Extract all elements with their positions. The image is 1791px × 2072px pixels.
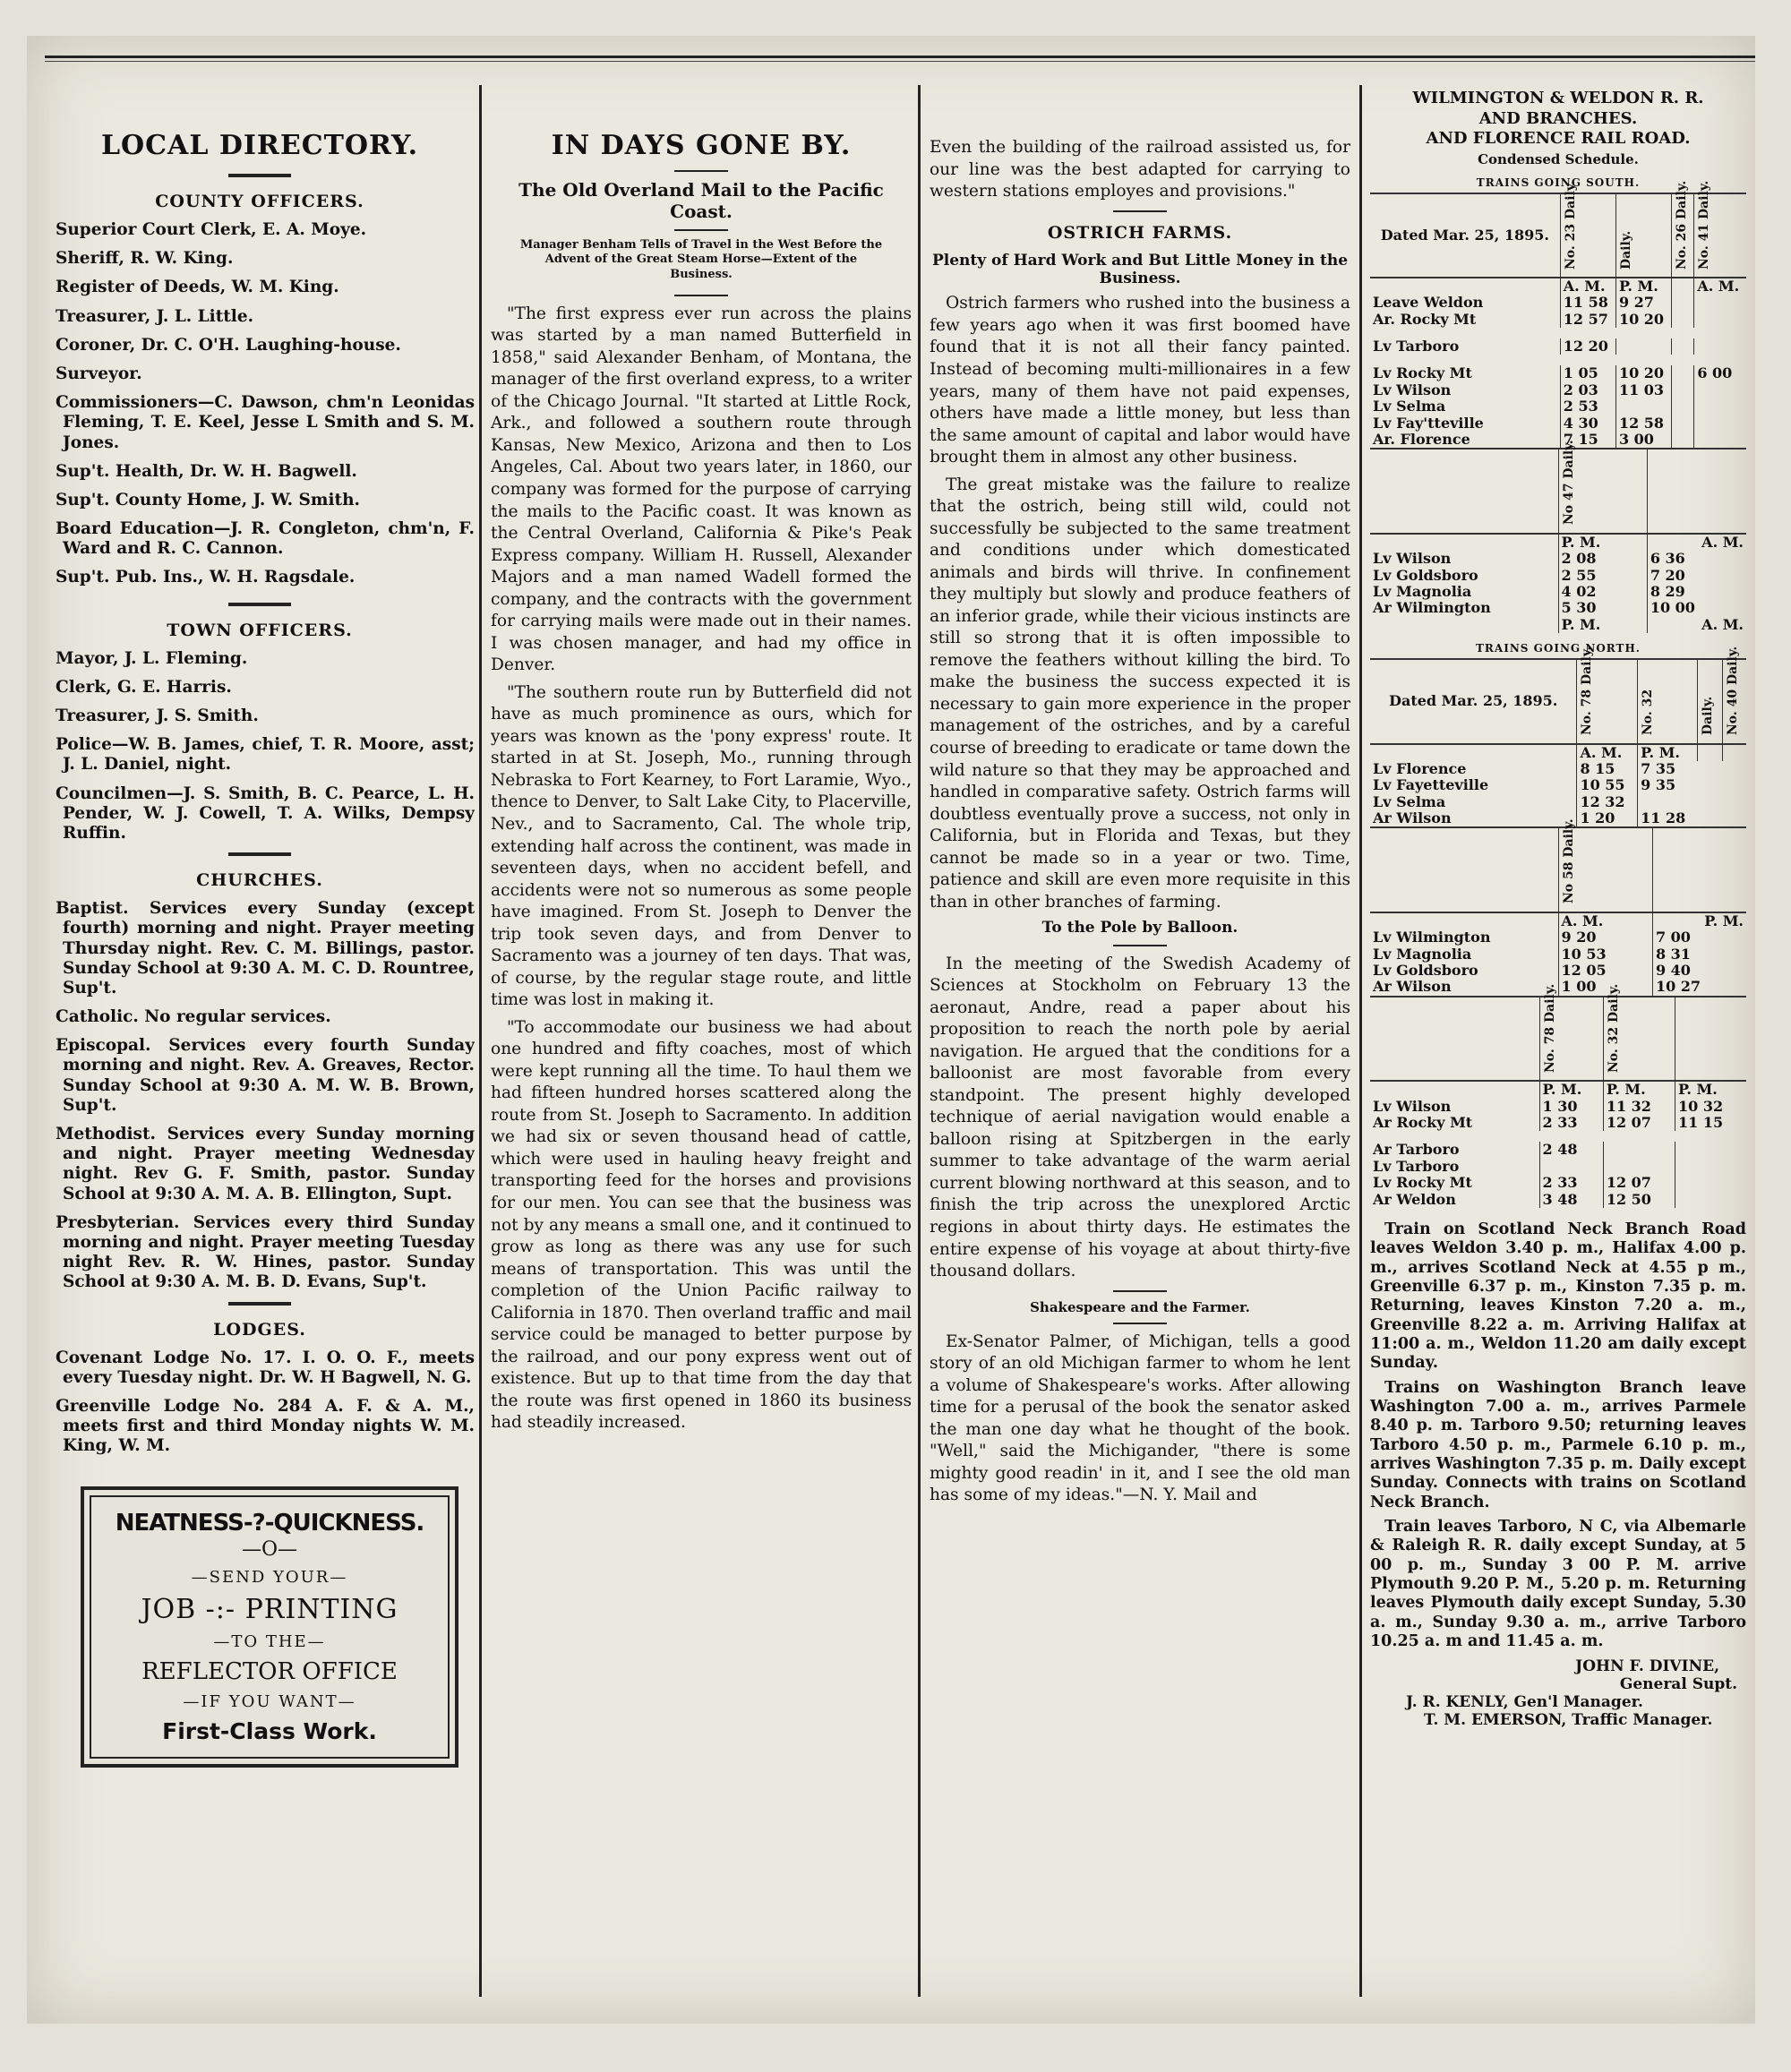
timetable-row (1370, 1099, 1746, 1115)
departure-time: 9 40 (1652, 963, 1746, 979)
timetable-row (1370, 600, 1746, 616)
departure-time: 12 32 (1577, 794, 1638, 810)
train-number: No. 78 Daily. (1542, 983, 1557, 1073)
signature: JOHN F. DIVINE, (1575, 1657, 1719, 1675)
departure-time: 7 35 (1638, 761, 1698, 777)
timetable-row (1370, 929, 1746, 946)
departure-time: 12 20 (1560, 338, 1615, 355)
departure-time (1694, 382, 1746, 398)
station-name: Lv Selma (1373, 398, 1446, 415)
ampm (1672, 278, 1694, 295)
train-number: No. 78 Daily. (1580, 646, 1595, 736)
timetable-row (1370, 584, 1746, 600)
departure-time (1694, 312, 1746, 328)
column-rule (918, 85, 921, 1997)
ampm: P. M. (1615, 278, 1671, 295)
departure-time: 10 20 (1615, 365, 1671, 381)
departure-time: 2 53 (1560, 398, 1615, 415)
county-officer-entry: Sheriff, R. W. King. (56, 249, 234, 269)
south-heading: TRAINS GOING SOUTH. (1476, 176, 1641, 189)
county-officer-entry: Surveyor. (56, 364, 142, 383)
divider (1113, 1323, 1167, 1324)
lodges-list (45, 1349, 475, 1457)
church-entry: Catholic. No regular services. (56, 1007, 331, 1027)
departure-time (1694, 338, 1746, 355)
town-officer-entry: Mayor, J. L. Fleming. (56, 648, 248, 668)
divider (228, 1302, 291, 1306)
departure-time: 11 15 (1675, 1115, 1747, 1131)
departure-time (1675, 1142, 1747, 1158)
town-officer-entry: Councilmen—J. S. Smith, B. C. Pearce, L. H. Pender, W. J. Cowell, T. A. Wilks, Dempsy Ruffin. (56, 783, 475, 843)
departure-time: 10 55 (1577, 777, 1638, 793)
ampm: P. M. (1652, 912, 1746, 929)
departure-time (1694, 415, 1746, 432)
divider (1113, 945, 1167, 946)
station-name: Lv Fay'tteville (1373, 414, 1484, 432)
departure-time (1672, 415, 1694, 432)
shakespeare-headline: Shakespeare and the Farmer. (1030, 1298, 1250, 1315)
station-name: Ar. Rocky Mt (1373, 310, 1477, 328)
train-number: Daily. (1618, 230, 1633, 270)
town-officers-heading: TOWN OFFICERS. (167, 620, 353, 640)
departure-time (1672, 338, 1694, 355)
directory-column (45, 85, 475, 2016)
ostrich-subheadline: Plenty of Hard Work and But Little Money in the Business. (931, 251, 1349, 287)
ampm: A. M. (1694, 278, 1746, 295)
departure-time: 2 33 (1539, 1175, 1603, 1191)
departure-time (1694, 398, 1746, 415)
ampm: A. M. (1560, 278, 1615, 295)
article-days-gone-by (491, 85, 912, 2016)
train-number: No. 32 Daily. (1606, 983, 1621, 1073)
train-number: No. 41 Daily. (1697, 180, 1712, 270)
article-paragraph: The great mistake was the failure to realize that the ostrich, being still wild, could not successfully be subjected to the same treatment and conditions under which domesticated animals and birds will thrive. In confinement they multiply but slowly and produce feathers of an inferior grade, while their vicious instincts are still so strong that it is often impossible to remove the feathers without killing the bird. To make the business the success expected it is necessary to gain more experience in the proper management of the ostriches, and by a careful course of breeding to eradicate or tame down the wild nature so that they may be approached and handled in comparative safety. Ostrich farms will doubtless eventually prove a success, not only in California, but in Florida and Texas, but they cannot be made so in a year or two. Time, patience and skill are even more requisite in this than in other branches of farming. (930, 475, 1350, 912)
article-paragraph: In the meeting of the Swedish Academy of Sciences at Stockholm on February 13 the aeronaut, Andre, read a paper about his proposition to reach the north pole by aerial navigation. He argued that the conditions for a balloonist are most favorable from every standpoint. The present highly developed technique of aerial navigation would enable a balloon rising at Spitzbergen in the early summer to take advantage of the warm aerial current blowing northward at this season, and to finish the trip across the unexplored Arctic regions in about thirty days. He estimates the entire expense of his voyage at about thirty-five thousand dollars. (930, 954, 1350, 1281)
branch-note: Train leaves Tarboro, N C, via Albemarle & Raleigh R. R. daily except Sunday, at 5 00 p. m., Sunday 3 00 P. M. arrive Plymouth 9.20 P. M., 5.20 p. m. Returning leaves Plymouth daily except Sunday, 5.30 a. m., Sunday 9.30 a. m., arrive Tarboro 10.25 a. m and 11.45 a. m. (1370, 1518, 1746, 1651)
ampm: A. M. (1577, 744, 1638, 761)
departure-time: 12 57 (1560, 312, 1615, 328)
departure-time: 7 20 (1647, 568, 1746, 584)
timetable-row (1370, 1175, 1746, 1191)
train-number: No. 23 Daily. (1563, 180, 1578, 270)
balloon-headline: To the Pole by Balloon. (1041, 919, 1238, 938)
county-officer-entry: Coroner, Dr. C. O'H. Laughing-house. (56, 335, 401, 355)
departure-time: 9 35 (1638, 777, 1698, 793)
divider (1113, 1290, 1167, 1292)
lodge-entry: Covenant Lodge No. 17. I. O. O. F., meets every Tuesday night. Dr. W. H Bagwell, N. G. (56, 1348, 475, 1387)
station-name: Ar Rocky Mt (1373, 1114, 1473, 1131)
article-headline: IN DAYS GONE BY. (551, 130, 852, 161)
county-officer-entry: Board Education—J. R. Congleton, chm'n, F. Ward and R. C. Cannon. (56, 519, 475, 559)
departure-time (1694, 432, 1746, 448)
timetable-row (1370, 415, 1746, 432)
ampm: P. M. (1638, 744, 1698, 761)
departure-time (1672, 295, 1694, 311)
article-paragraph: Ex-Senator Palmer, of Michigan, tells a good story of an old Michigan farmer to whom he lent a volume of Shakespeare's works. After allowing time for a perusal of the book the senator asked the man one day what he thought of the book. "Well," said the Michigander, "there is some mighty good readin' in it, and I see the old man has some of my ideas."—N. Y. Mail and (930, 1331, 1350, 1505)
article-paragraph: "The first express ever run across the plains was started by a man named Butterfield in 1858," said Alexander Benham, of Montana, the manager of the first overland express, to a writer of the Chicago Journal. "It started at Little Rock, Ark., and followed a southern route through Kansas, New Mexico, Arizona and then to Los Angeles, Cal. About two years later, in 1860, our company was formed for the purpose of carrying the mails to the Pacific coast. It was known as the Central Overland, California & Pike's Peak Express company. William H. Russell, Alexander Majors and a man named Wadell formed the company, and the contracts with the government for carrying mails were made out in their names. I was chosen manager, and had my office in Denver. (491, 304, 912, 675)
divider (228, 603, 291, 606)
timetable-row (1370, 761, 1746, 777)
departure-time (1603, 1159, 1675, 1175)
station-name: Ar Wilson (1373, 809, 1452, 827)
station-name: Lv Tarboro (1373, 338, 1460, 355)
station-name: Ar. Florence (1373, 431, 1470, 449)
article-subheadline: The Old Overland Mail to the Pacific Coast. (518, 179, 884, 222)
departure-time: 12 07 (1603, 1175, 1675, 1191)
ampm: P. M. (1603, 1081, 1675, 1098)
departure-time: 1 30 (1539, 1099, 1603, 1115)
station-name: Lv Goldsboro (1373, 566, 1478, 584)
railroad-schedule-column (1370, 85, 1746, 2016)
county-officer-entry: Sup't. Pub. Ins., W. H. Ragsdale. (56, 568, 356, 587)
county-officer-entry: Superior Court Clerk, E. A. Moye. (56, 220, 367, 239)
lodge-entry: Greenville Lodge No. 284 A. F. & A. M., meets first and third Monday nights W. M. King, W. M. (56, 1396, 475, 1456)
station-name: Ar Tarboro (1373, 1141, 1460, 1159)
departure-time: 10 32 (1675, 1099, 1747, 1115)
departure-time: 2 03 (1560, 382, 1615, 398)
county-officer-entry: Register of Deeds, W. M. King. (56, 278, 339, 297)
article-paragraph: Ostrich farmers who rushed into the business a few years ago when it was first boomed have found that it is not all their fancy painted. Instead of becoming multi-millionaires in a few years, many of them have not paid expenses, others have made a little money, but less than the same amount of capital and labor would have brought them in almost any other business. (930, 294, 1350, 467)
departure-time: 7 00 (1652, 929, 1746, 946)
departure-time: 10 00 (1647, 600, 1746, 616)
ad-line: JOB -:- PRINTING (141, 1594, 398, 1626)
departure-time: 7 15 (1560, 432, 1615, 448)
timetable-row (1370, 295, 1746, 311)
departure-time (1615, 338, 1671, 355)
county-officer-entry: Commissioners—C. Dawson, chm'n Leonidas Fleming, T. E. Keel, Jesse L Smith and S. M. Jones. (56, 393, 475, 452)
signature: T. M. EMERSON, Traffic Manager. (1424, 1710, 1713, 1729)
station-name: Lv Wilson (1373, 381, 1452, 398)
misc-articles-column (930, 85, 1350, 2016)
north-heading: TRAINS GOING NORTH. (1476, 642, 1641, 655)
departure-time: 4 02 (1558, 584, 1647, 600)
timetable-row (1370, 365, 1746, 381)
station-name: Lv Wilmington (1373, 929, 1491, 946)
article-deck: Manager Benham Tells of Travel in the West Before the Advent of the Great Steam Horse—Extent of the Business. (519, 238, 883, 281)
timetable-row (1370, 432, 1746, 448)
departure-time: 2 48 (1539, 1142, 1603, 1158)
railroad-title: AND BRANCHES. (1478, 108, 1638, 128)
county-officers-list (45, 220, 475, 588)
departure-time: 3 00 (1615, 432, 1671, 448)
station-name: Lv Magnolia (1373, 582, 1472, 600)
ad-line: REFLECTOR OFFICE (141, 1658, 398, 1686)
station-name: Lv Rocky Mt (1373, 1174, 1472, 1192)
ad-line: First-Class Work. (162, 1718, 377, 1745)
church-entry: Baptist. Services every Sunday (except fourth) morning and night. Prayer meeting Thursday night. Rev. C. M. Billings, pastor. Sunday School at 9:30 A. M. C. D. Rountree, Sup't. (56, 899, 475, 997)
station-name: Leave Weldon (1373, 294, 1484, 312)
station-name: Ar Weldon (1373, 1190, 1456, 1208)
timetable-row (1370, 1115, 1746, 1131)
printing-advertisement (81, 1486, 458, 1768)
divider (228, 174, 291, 177)
departure-time: 12 50 (1603, 1192, 1675, 1208)
top-rule (45, 56, 1755, 62)
article-continuation: Even the building of the railroad assisted us, for our line was the best adapted for carrying to western stations employes and provisions." (930, 138, 1350, 201)
town-officer-entry: Police—W. B. James, chief, T. R. Moore, asst; J. L. Daniel, night. (56, 735, 475, 775)
ampm: P. M. (1558, 534, 1647, 551)
ad-line: NEATNESS-?-QUICKNESS. (115, 1510, 424, 1537)
timetable-row (1370, 1142, 1746, 1158)
branch-note: Trains on Washington Branch leave Washington 7.00 a. m., arrives Parmele 8.40 p. m. Tarboro 9.50; returning leaves Tarboro 4.50 p. m., Parmele 6.10 p. m., arrives Washington 7.35 p. m. Daily except Sunday. Connects with trains on Scotland Neck Branch. (1370, 1378, 1746, 1511)
departure-time: 1 20 (1577, 810, 1638, 826)
ampm: A. M. (1647, 617, 1746, 633)
departure-time: 11 32 (1603, 1099, 1675, 1115)
departure-time (1675, 1192, 1747, 1208)
divider (674, 229, 728, 231)
station-name: Lv Wilson (1373, 550, 1452, 568)
divider (1113, 210, 1167, 212)
railroad-notes (1370, 1220, 1746, 1652)
departure-time (1672, 382, 1694, 398)
ostrich-headline: OSTRICH FARMS. (1047, 222, 1233, 243)
condensed-schedule-label: Condensed Schedule. (1478, 150, 1639, 167)
ampm: A. M. (1558, 912, 1652, 929)
station-name: Lv Florence (1373, 759, 1467, 777)
timetable-row (1370, 338, 1746, 355)
timetable-row (1370, 979, 1746, 995)
county-officer-entry: Sup't. Health, Dr. W. H. Bagwell. (56, 461, 357, 481)
county-officer-entry: Treasurer, J. L. Little. (56, 306, 254, 326)
town-officer-entry: Clerk, G. E. Harris. (56, 677, 232, 697)
departure-time: 6 00 (1694, 365, 1746, 381)
railroad-title: WILMINGTON & WELDON R. R. (1412, 89, 1704, 107)
date-cell: Dated Mar. 25, 1895. (1370, 659, 1577, 743)
station-name: Lv Wilson (1373, 1097, 1452, 1115)
timetable-row (1370, 777, 1746, 793)
timetable-row (1370, 312, 1746, 328)
train-number: Daily. (1701, 696, 1716, 736)
column-rule (1359, 85, 1362, 1997)
timetable-row (1370, 963, 1746, 979)
station-name: Lv Tarboro (1373, 1157, 1460, 1175)
ad-line: —O— (241, 1538, 298, 1562)
train-number: No. 40 Daily. (1725, 646, 1740, 736)
churches-heading: CHURCHES. (196, 870, 323, 891)
ampm: P. M. (1675, 1081, 1747, 1098)
article-paragraph: "To accommodate our business we had about one hundred and fifty coaches, most of which were kept running all the time. To haul them we had fifteen hundred horses scattered along the route from St. Joseph to Sacramento. In addition we had six or seven thousand head of cattle, which were used in hauling heavy freight and transporting feed for the horses and provisions for our men. You can see that the business was not by any means a small one, and it continued to grow as long as there was any use for such means of transportation. This was until the completion of the Union Pacific railway to California in 1870. Then overland traffic and mail service could be managed to better purpose by the railroad, and our pony express went out of existence. But up to that time from the day that the route was first opened in 1860 its business had steadily increased. (491, 1017, 912, 1433)
church-entry: Methodist. Services every Sunday morning and night. Prayer meeting Wednesday night. Rev G. F. Smith, pastor. Sunday School at 9:30 A. M. A. B. Ellington, Supt. (56, 1125, 475, 1203)
town-officers-list (45, 649, 475, 844)
ampm: P. M. (1539, 1081, 1603, 1098)
departure-time: 8 31 (1652, 946, 1746, 963)
departure-time: 2 55 (1558, 568, 1647, 584)
departure-time: 1 00 (1558, 979, 1652, 995)
ad-line: —IF YOU WANT— (183, 1692, 356, 1712)
departure-time: 2 33 (1539, 1115, 1603, 1131)
departure-time: 12 07 (1603, 1115, 1675, 1131)
station-name: Lv Selma (1373, 792, 1446, 810)
departure-time (1539, 1159, 1603, 1175)
departure-time: 11 03 (1615, 382, 1671, 398)
timetable-row (1370, 398, 1746, 415)
departure-time: 12 58 (1615, 415, 1671, 432)
departure-time: 1 05 (1560, 365, 1615, 381)
church-entry: Episcopal. Services every fourth Sunday morning and night. Rev. A. Greaves, Rector. Sunday School at 9:30 A. M. W. B. Brown, Sup't. (56, 1036, 475, 1115)
departure-time: 12 05 (1558, 963, 1652, 979)
departure-time: 2 08 (1558, 551, 1647, 567)
churches-list (45, 899, 475, 1292)
departure-time (1675, 1175, 1747, 1191)
departure-time: 8 15 (1577, 761, 1638, 777)
station-name: Lv Magnolia (1373, 945, 1472, 963)
train-number: No 47 Daily. (1561, 440, 1576, 526)
directory-title: LOCAL DIRECTORY. (100, 130, 419, 161)
timetable-row (1370, 382, 1746, 398)
departure-time (1603, 1142, 1675, 1158)
departure-time: 5 30 (1558, 600, 1647, 616)
departure-time (1615, 398, 1671, 415)
branch-note: Train on Scotland Neck Branch Road leaves Weldon 3.40 p. m., Halifax 4.00 p. m., arrives Scotland Neck at 4.55 p m., Greenville 6.37 p. m., Kinston 7.35 p. m. Returning, leaves Kinston 7.20 a. m., Greenville 8.22 a. m. Arriving Halifax at 11:00 a. m., Weldon 11.20 am daily except Sunday. (1370, 1220, 1746, 1373)
column-rule (479, 85, 482, 1997)
ad-line: —SEND YOUR— (191, 1568, 348, 1588)
departure-time (1675, 1159, 1747, 1175)
timetable-row (1370, 568, 1746, 584)
county-officer-entry: Sup't. County Home, J. W. Smith. (56, 490, 360, 509)
lodges-heading: LODGES. (213, 1319, 306, 1340)
departure-time (1672, 312, 1694, 328)
departure-time (1672, 432, 1694, 448)
date-cell: Dated Mar. 25, 1895. (1370, 193, 1560, 278)
departure-time: 9 20 (1558, 929, 1652, 946)
divider (674, 295, 728, 296)
divider (228, 852, 291, 856)
station-name: Ar Wilson (1373, 978, 1452, 996)
station-name: Ar Wilmington (1373, 599, 1491, 617)
ampm: P. M. (1558, 617, 1647, 633)
departure-time: 3 48 (1539, 1192, 1603, 1208)
signature: J. R. KENLY, Gen'l Manager. (1406, 1692, 1643, 1711)
timetable-row (1370, 810, 1746, 826)
departure-time: 8 29 (1647, 584, 1746, 600)
church-entry: Presbyterian. Services every third Sunday morning and night. Prayer meeting Tuesday night Rev. R. W. Hines, pastor. Sunday School at 9:30 A. M. B. D. Evans, Sup't. (56, 1212, 475, 1292)
timetable-row (1370, 1192, 1746, 1208)
timetable-row (1370, 794, 1746, 810)
newspaper-page (27, 36, 1755, 2024)
departure-time: 4 30 (1560, 415, 1615, 432)
town-officer-entry: Treasurer, J. S. Smith. (56, 706, 259, 725)
departure-time: 9 27 (1615, 295, 1671, 311)
departure-time: 10 20 (1615, 312, 1671, 328)
timetable-row (1370, 551, 1746, 567)
departure-time (1672, 398, 1694, 415)
ad-line: —TO THE— (213, 1632, 326, 1652)
train-number: No. 32 (1641, 689, 1656, 736)
departure-time: 10 53 (1558, 946, 1652, 963)
divider (674, 170, 728, 172)
article-paragraph: "The southern route run by Butterfield did not have as much prominence as ours, which for years was known as the 'pony express' route. It started in at St. Joseph, Mo., running through Nebraska to Fort Kearney, to Fort Laramie, Wyo., thence to Denver, to Salt Lake City, to Placerville, Nev., and to Sacramento, Cal. The whole trip, extending half across the continent, was made in seventeen days, when no accident befell, and accidents were not so numerous as some people have imagined. From St. Joseph to Denver the trip took seven days, and from Denver to Sacramento was a journey of ten days. That was, of course, by the regular stage route, and little time was lost in making it. (491, 682, 912, 1010)
departure-time: 11 28 (1638, 810, 1698, 826)
train-number: No. 26 Daily. (1675, 180, 1690, 270)
signature: General Supt. (1619, 1674, 1737, 1693)
county-officers-heading: COUNTY OFFICERS. (155, 192, 364, 211)
ampm: A. M. (1647, 534, 1746, 551)
departure-time: 6 36 (1647, 551, 1746, 567)
departure-time: 10 27 (1652, 979, 1746, 995)
station-name: Lv Fayetteville (1373, 776, 1489, 794)
departure-time (1672, 365, 1694, 381)
timetable-row (1370, 1159, 1746, 1175)
timetable-row (1370, 946, 1746, 963)
departure-time (1694, 295, 1746, 311)
station-name: Lv Goldsboro (1373, 962, 1478, 980)
departure-time: 11 58 (1560, 295, 1615, 311)
departure-time (1638, 794, 1698, 810)
train-number: No 58 Daily. (1561, 818, 1576, 904)
railroad-title: AND FLORENCE RAIL ROAD. (1426, 129, 1691, 148)
station-name: Lv Rocky Mt (1373, 364, 1472, 382)
